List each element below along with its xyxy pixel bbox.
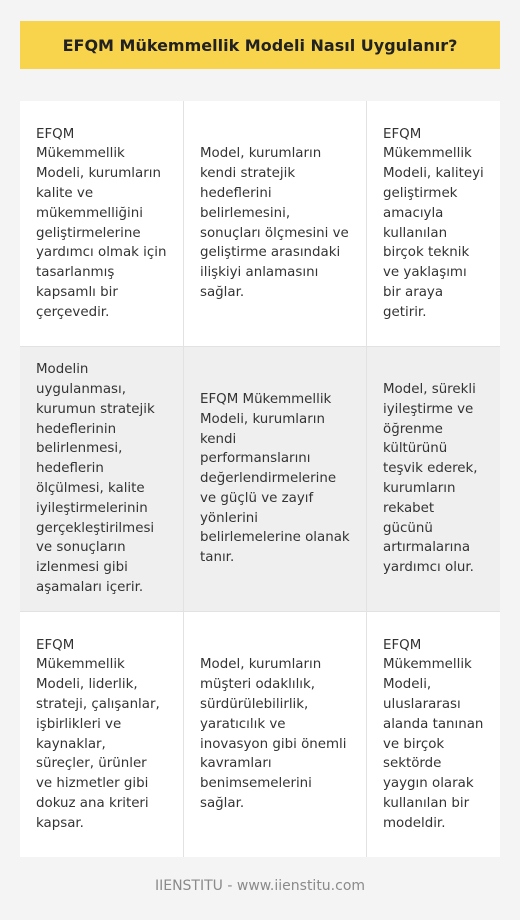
content-grid bbox=[20, 101, 500, 857]
title-banner bbox=[20, 21, 500, 69]
grid-cell-text: Model, sürekli iyileştirme ve öğrenme kültürünü teşvik ederek, kurumların rekabet gücünü artırmalarına yardımcı olur. bbox=[383, 382, 478, 576]
grid-cell-r1-c3 bbox=[367, 101, 500, 347]
grid-cell-text: EFQM Mükemmellik Modeli, kurumların kendi performanslarını değerlendirmelerine ve güçlü ve zayıf yönlerini belirlemelerine olanak tanır. bbox=[200, 391, 350, 566]
page-title: EFQM Mükemmellik Modeli Nasıl Uygulanır? bbox=[62, 35, 458, 55]
grid-cell-r2-c1 bbox=[20, 347, 184, 612]
grid-cell-r2-c2 bbox=[184, 347, 367, 612]
grid-cell-r2-c3 bbox=[367, 347, 500, 612]
grid-cell-text: Model, kurumların müşteri odaklılık, sürdürülebilirlik, yaratıcılık ve inovasyon gibi önemli kavramları benimsemelerini sağlar. bbox=[200, 657, 347, 811]
grid-cell-r1-c2 bbox=[184, 101, 367, 347]
grid-cell-text: EFQM Mükemmellik Modeli, uluslararası alanda tanınan ve birçok sektörde yaygın olarak kullanılan bir modeldir. bbox=[383, 637, 484, 831]
grid-cell-r3-c3 bbox=[367, 612, 500, 857]
grid-cell-text: EFQM Mükemmellik Modeli, kaliteyi geliştirmek amacıyla kullanılan birçok teknik ve yaklaşımı bir araya getirir. bbox=[383, 126, 484, 320]
grid-cell-text: Modelin uygulanması, kurumun stratejik hedeflerinin belirlenmesi, hedeflerin ölçülmesi, kalite iyileştirmelerinin gerçekleştirilmesi ve sonuçların izlenmesi gibi aşamaları içerir. bbox=[36, 362, 155, 595]
grid-cell-r3-c2 bbox=[184, 612, 367, 857]
grid-cell-text: EFQM Mükemmellik Modeli, liderlik, strateji, çalışanlar, işbirlikleri ve kaynaklar, süreçler, ürünler ve hizmetler gibi dokuz ana kriteri kapsar. bbox=[36, 637, 160, 831]
grid-cell-r1-c1 bbox=[20, 101, 184, 347]
grid-cell-r3-c1 bbox=[20, 612, 184, 857]
grid-cell-text: Model, kurumların kendi stratejik hedeflerini belirlemesini, sonuçları ölçmesini ve geliştirme arasındaki ilişkiyi anlamasını sağlar. bbox=[200, 146, 349, 300]
footer-credit: IIENSTITU - www.iienstitu.com bbox=[154, 878, 366, 894]
grid-cell-text: EFQM Mükemmellik Modeli, kurumların kalite ve mükemmelliğini geliştirmelerine yardımcı olmak için tasarlanmış kapsamlı bir çerçevedir. bbox=[36, 126, 167, 320]
